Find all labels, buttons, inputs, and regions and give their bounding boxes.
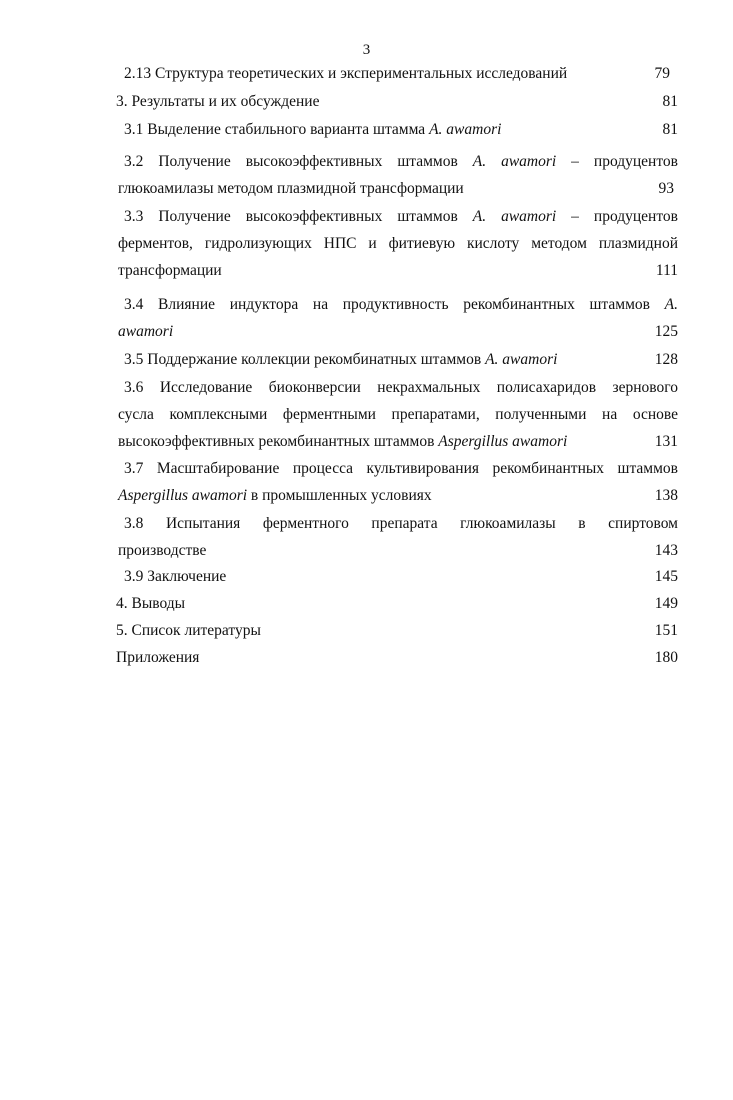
toc-entry-title: 3.1 Выделение стабильного варианта штамма A. awamori bbox=[124, 121, 502, 138]
toc-entry-page: 145 bbox=[654, 568, 678, 585]
toc-entry-page: 180 bbox=[654, 649, 678, 666]
toc-entry-title: 3. Результаты и их обсуждение bbox=[116, 93, 320, 110]
toc-entry-page: 131 bbox=[654, 433, 678, 450]
toc-entry-3-7[interactable] bbox=[118, 455, 678, 509]
toc-entry-line: производстве bbox=[118, 542, 207, 559]
toc-entry-3-6[interactable] bbox=[118, 374, 678, 455]
toc-entry-line: 3.4 Влияние индуктора на продуктивность рекомбинантных штаммов A. bbox=[124, 296, 678, 313]
toc-entry-page: 149 bbox=[654, 595, 678, 612]
toc-entry-3[interactable] bbox=[116, 88, 678, 115]
toc-entry-line: ферментов, гидролизующих НПС и фитиевую кислоту методом плазмидной bbox=[118, 235, 678, 252]
toc-entry-3-1[interactable] bbox=[124, 116, 678, 143]
toc-entry-line: 3.3 Получение высокоэффективных штаммов A. awamori – продуцентов bbox=[124, 208, 678, 225]
toc-entry-3-8[interactable] bbox=[118, 510, 678, 564]
toc-entry-5[interactable] bbox=[116, 617, 678, 644]
toc-entry-page: 81 bbox=[662, 121, 678, 138]
toc-entry-line: глюкоамилазы методом плазмидной трансформации bbox=[118, 180, 464, 197]
toc-entry-page: 81 bbox=[662, 93, 678, 110]
toc-entry-page: 93 bbox=[658, 180, 674, 197]
toc-entry-title: 5. Список литературы bbox=[116, 622, 261, 639]
toc-entry-page: 128 bbox=[654, 351, 678, 368]
toc-entry-title: Приложения bbox=[116, 649, 200, 666]
toc-entry-3-5[interactable] bbox=[124, 346, 678, 373]
toc-entry-4[interactable] bbox=[116, 590, 678, 617]
toc-entry-line: 3.2 Получение высокоэффективных штаммов A. awamori – продуцентов bbox=[124, 153, 678, 170]
toc-entry-page: 138 bbox=[654, 487, 678, 504]
toc-entry-page: 125 bbox=[654, 323, 678, 340]
toc-entry-3-4[interactable] bbox=[118, 291, 678, 345]
toc-entry-line: 3.6 Исследование биоконверсии некрахмальных полисахаридов зернового bbox=[124, 379, 678, 396]
toc-entry-line: высокоэффективных рекомбинантных штаммов Aspergillus awamori bbox=[118, 433, 568, 450]
toc-entry-3-3[interactable] bbox=[118, 203, 678, 284]
toc-entry-title: 3.5 Поддержание коллекции рекомбинатных штаммов A. awamori bbox=[124, 351, 558, 368]
toc-entry-page: 111 bbox=[655, 262, 678, 279]
page-number: 3 bbox=[362, 42, 371, 58]
toc-entry-page: 151 bbox=[654, 622, 678, 639]
toc-entry-page: 143 bbox=[654, 542, 678, 559]
toc-entry-page: 79 bbox=[654, 65, 670, 82]
toc-entry-3-9[interactable] bbox=[124, 563, 678, 590]
toc-entry-line: сусла комплексными ферментными препаратами, полученными на основе bbox=[118, 406, 678, 423]
toc-entry-appendices[interactable] bbox=[116, 644, 678, 671]
toc-entry-line: 3.7 Масштабирование процесса культивирования рекомбинантных штаммов bbox=[124, 460, 678, 477]
toc-entry-line: awamori bbox=[118, 323, 174, 340]
toc-entry-3-2[interactable] bbox=[118, 148, 678, 202]
toc-entry-title: 4. Выводы bbox=[116, 595, 186, 612]
toc-entry-line: 3.8 Испытания ферментного препарата глюкоамилазы в спиртовом bbox=[124, 515, 678, 532]
toc-entry-title: 2.13 Структура теоретических и экспериментальных исследований bbox=[124, 65, 568, 82]
toc-entry-line: трансформации bbox=[118, 262, 222, 279]
toc-entry-2-13[interactable] bbox=[124, 60, 670, 87]
toc-entry-line: Aspergillus awamori в промышленных условиях bbox=[118, 487, 432, 504]
toc-entry-title: 3.9 Заключение bbox=[124, 568, 227, 585]
